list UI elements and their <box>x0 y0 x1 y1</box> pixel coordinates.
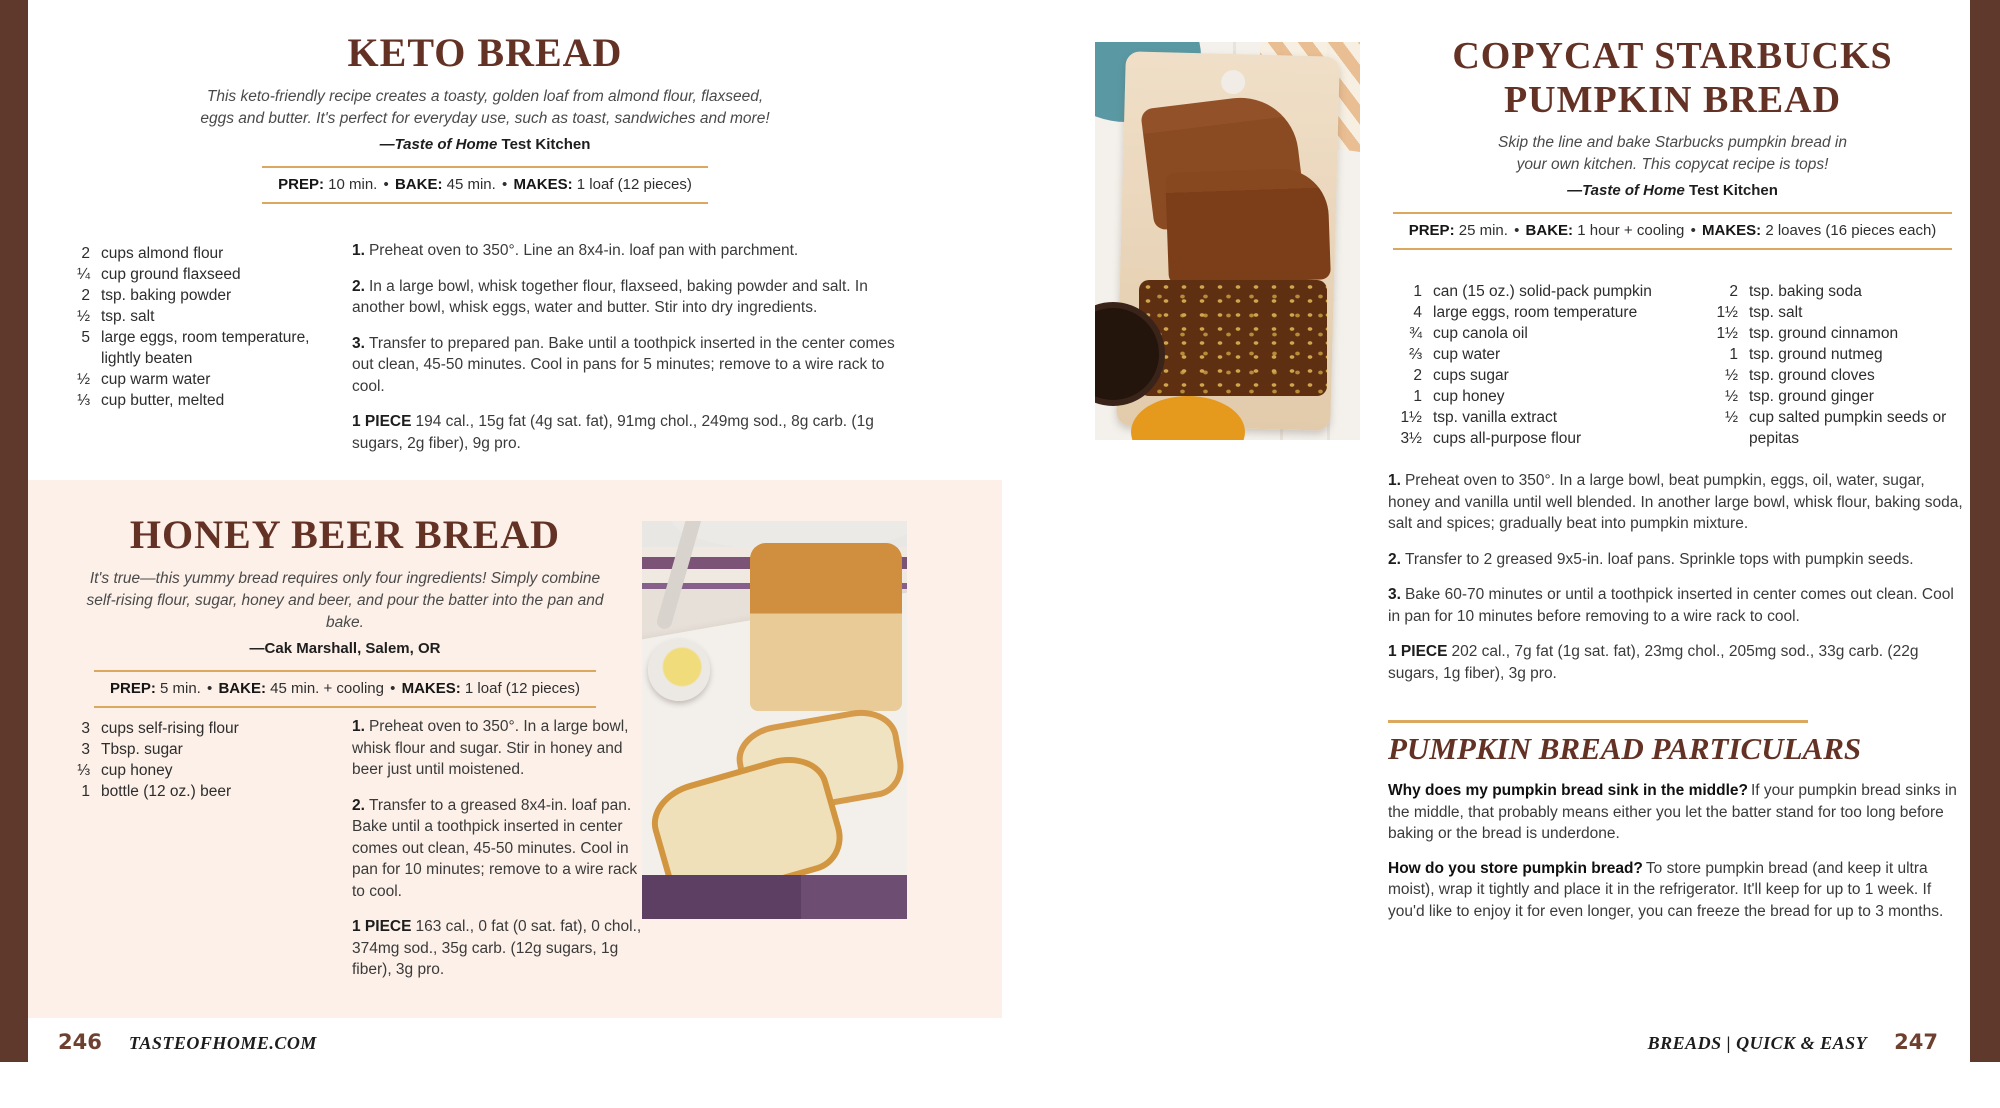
butter-bowl-shape <box>648 639 710 701</box>
makes-label: MAKES: <box>513 176 573 193</box>
nutrition-label: 1 PIECE <box>1388 643 1448 660</box>
ingredient-amount: ½ <box>1725 409 1738 426</box>
nutrition-facts <box>352 411 912 454</box>
direction-step <box>1388 470 1966 535</box>
ingredient-text: tsp. salt <box>1749 304 1803 321</box>
qa-paragraph <box>1388 858 1966 923</box>
ingredient-row <box>1390 323 1698 344</box>
ingredient-amount: 2 <box>81 245 90 262</box>
direction-step <box>352 716 644 781</box>
honey-beer-bread-ingredients <box>58 718 313 802</box>
ingredient-text: cup ground flaxseed <box>101 266 241 283</box>
ingredient-text: tsp. baking soda <box>1749 283 1862 300</box>
ingredient-row <box>58 781 313 802</box>
ingredient-amount: ⅔ <box>1409 346 1422 363</box>
ingredient-row <box>58 739 313 760</box>
ingredient-amount: 3 <box>81 720 90 737</box>
pumpkin-bread-description <box>1385 132 1960 176</box>
prep-label: PREP: <box>1408 222 1455 239</box>
ingredient-text: can (15 oz.) solid-pack pumpkin <box>1433 283 1652 300</box>
bullet-separator: • <box>390 680 396 697</box>
pumpkin-bread-meta <box>1393 212 1953 250</box>
bake-value: 45 min. <box>446 176 496 193</box>
prep-value: 5 min. <box>160 680 201 697</box>
ingredient-amount: ⅓ <box>77 392 90 409</box>
direction-step <box>1388 549 1966 571</box>
honey-beer-bread-description <box>75 568 615 634</box>
step-text: Preheat oven to 350°. In a large bowl, whisk flour and sugar. Stir in honey and beer just until moistened. <box>352 718 629 778</box>
honey-beer-bread-header <box>75 512 615 708</box>
ingredient-row <box>1706 281 1960 302</box>
ingredient-row <box>58 760 313 781</box>
board-handle-hole <box>1221 70 1246 95</box>
pumpkin-slice-shape <box>1165 167 1331 285</box>
ingredient-amount: 3 <box>81 741 90 758</box>
makes-value: 2 loaves (16 pieces each) <box>1765 222 1937 239</box>
pumpkin-bread-directions <box>1388 470 1966 684</box>
ingredient-amount: 1 <box>1413 388 1422 405</box>
nutrition-text: 163 cal., 0 fat (0 sat. fat), 0 chol., 374mg sod., 35g carb. (12g sugars, 1g fiber), 3g pro. <box>352 918 642 978</box>
keto-bread-directions <box>352 240 912 454</box>
pumpkin-bread-attribution <box>1385 182 1960 199</box>
step-number: 2. <box>352 277 365 295</box>
keto-bread-meta <box>262 166 708 204</box>
ingredient-text: cup water <box>1433 346 1501 363</box>
seeded-loaf-shape <box>1139 280 1327 396</box>
bake-label: BAKE: <box>1525 222 1574 239</box>
ingredient-row <box>1706 365 1960 386</box>
ingredient-text: tsp. ground ginger <box>1749 388 1874 405</box>
prep-label: PREP: <box>109 680 156 697</box>
pumpkin-bread-title-line1: COPYCAT STARBUCKS <box>1452 35 1893 77</box>
ingredient-amount: ½ <box>1725 367 1738 384</box>
nutrition-text: 194 cal., 15g fat (4g sat. fat), 91mg chol., 249mg sod., 8g carb. (1g sugars, 2g fiber), 9g pro. <box>352 413 874 452</box>
nutrition-facts <box>352 916 644 981</box>
page-edge-strip-left <box>0 0 28 1062</box>
ingredient-row <box>1706 323 1960 344</box>
makes-value: 1 loaf (12 pieces) <box>576 176 692 193</box>
honey-beer-bread-title: HONEY BEER BREAD <box>129 512 561 557</box>
attribution-rest: Test Kitchen <box>501 136 591 153</box>
step-number: 2. <box>352 796 365 814</box>
ingredient-text: tsp. salt <box>101 308 155 325</box>
step-text: Transfer to prepared pan. Bake until a toothpick inserted in the center comes out clean, 45-50 minutes. Cool in pans for 5 minutes; remove to a wire rack to cool. <box>352 334 895 395</box>
answer-text: To store pumpkin bread (and keep it ultra moist), wrap it tightly and place it in the refrigerator. It'll keep for up to 1 week. If you'd like to enjoy it for even longer, you can freeze the bread for up to 3 months. <box>1388 859 1944 920</box>
ingredient-amount: ½ <box>1725 388 1738 405</box>
description-line: This keto-friendly recipe creates a toasty, golden loaf from almond flour, flaxseed, <box>206 88 764 105</box>
makes-label: MAKES: <box>401 680 461 697</box>
attribution-source: —Taste of Home <box>1567 182 1685 199</box>
nutrition-label: 1 PIECE <box>352 413 412 430</box>
page-edge-strip-right <box>1970 0 2000 1062</box>
page-number: 246 <box>58 1030 102 1054</box>
attribution-rest: Test Kitchen <box>1689 182 1778 199</box>
ingredient-row <box>1390 365 1698 386</box>
step-number: 1. <box>1388 472 1401 489</box>
particulars-title: PUMPKIN BREAD PARTICULARS <box>1388 731 1862 766</box>
step-text: Bake 60-70 minutes or until a toothpick inserted in center comes out clean. Cool in pan for 10 minutes before removing to a wire rack to cool. <box>1388 586 1954 625</box>
makes-label: MAKES: <box>1702 222 1762 239</box>
direction-step <box>352 240 912 262</box>
pumpkin-bread-particulars <box>1388 720 1966 922</box>
bullet-separator: • <box>502 176 508 193</box>
direction-step <box>352 276 912 319</box>
answer-text: If your pumpkin bread sinks in the middle, that probably means either you let the batter stand for too long before baking or the bread is underdone. <box>1388 782 1957 842</box>
nutrition-facts <box>1388 641 1966 684</box>
ingredient-row <box>1706 344 1960 365</box>
bread-loaf-shape <box>750 543 902 711</box>
step-number: 1. <box>352 718 365 735</box>
ingredient-text: cup salted pumpkin seeds or pepitas <box>1749 409 1947 447</box>
ingredient-row <box>1390 281 1698 302</box>
ingredient-amount: 2 <box>1729 283 1738 300</box>
footer-left <box>58 1030 317 1054</box>
pumpkin-bread-photo <box>1095 42 1360 440</box>
ingredient-amount: ¾ <box>1409 325 1422 342</box>
ingredient-row <box>1390 302 1698 323</box>
step-text: Transfer to a greased 8x4-in. loaf pan. Bake until a toothpick inserted in center comes out clean, 45-50 minutes. Cool in pan for 10 minutes; remove to a wire rack to cool. <box>352 796 638 900</box>
keto-bread-ingredients <box>58 243 313 411</box>
ingredient-amount: 4 <box>1413 304 1422 321</box>
step-text: Preheat oven to 350°. In a large bowl, beat pumpkin, eggs, oil, water, sugar, honey and vanilla until well blended. In another large bowl, whisk flour, baking soda, salt and spices; gradually beat into pumpkin mixture. <box>1388 472 1963 532</box>
nutrition-label: 1 PIECE <box>352 918 412 935</box>
ingredient-amount: ¼ <box>77 266 90 283</box>
ingredient-amount: 1½ <box>1716 304 1738 321</box>
ingredient-amount: 3½ <box>1400 430 1422 447</box>
ingredient-text: cups self-rising flour <box>101 720 239 737</box>
prep-label: PREP: <box>278 176 324 193</box>
nutrition-text: 202 cal., 7g fat (1g sat. fat), 23mg chol., 205mg sod., 33g carb. (22g sugars, 1g fiber), 3g pro. <box>1388 643 1919 682</box>
bullet-separator: • <box>1514 222 1520 239</box>
qa-paragraph <box>1388 780 1966 845</box>
pumpkin-bread-header <box>1385 34 1960 250</box>
ingredient-text: cups almond flour <box>101 245 224 262</box>
step-number: 3. <box>1388 586 1401 603</box>
ingredient-text: cups all-purpose flour <box>1433 430 1582 447</box>
ingredient-amount: 1½ <box>1716 325 1738 342</box>
direction-step <box>352 795 644 903</box>
ingredient-text: cup butter, melted <box>101 392 225 409</box>
question-text: Why does my pumpkin bread sink in the middle? <box>1388 782 1748 799</box>
bullet-separator: • <box>383 176 389 193</box>
description-line: your own kitchen. This copycat recipe is tops! <box>1516 156 1829 173</box>
ingredient-text: large eggs, room temperature, lightly beaten <box>101 329 310 367</box>
footer-right <box>1648 1030 1938 1054</box>
bake-label: BAKE: <box>394 176 443 193</box>
bake-value: 45 min. + cooling <box>270 680 384 697</box>
ingredient-amount: 2 <box>81 287 90 304</box>
keto-bread-header <box>140 30 830 204</box>
ingredient-row <box>58 264 313 285</box>
ingredient-text: tsp. ground cinnamon <box>1749 325 1899 342</box>
step-number: 2. <box>1388 550 1401 568</box>
ingredient-amount: ½ <box>77 308 90 325</box>
pumpkin-bread-title-line2: PUMPKIN BREAD <box>1503 79 1842 121</box>
ingredient-row <box>58 369 313 390</box>
ingredient-amount: 1 <box>81 783 90 800</box>
ingredient-row <box>1706 386 1960 407</box>
honey-beer-bread-directions <box>352 716 644 981</box>
honey-beer-bread-attribution: —Cak Marshall, Salem, OR <box>249 640 441 657</box>
ingredient-row <box>1706 302 1960 323</box>
ingredient-text: bottle (12 oz.) beer <box>101 783 232 800</box>
makes-value: 1 loaf (12 pieces) <box>464 680 580 697</box>
ingredient-text: cup warm water <box>101 371 211 388</box>
pumpkin-ingredients-column1 <box>1390 281 1698 449</box>
question-text: How do you store pumpkin bread? <box>1388 859 1643 877</box>
keto-bread-description <box>140 86 830 130</box>
step-number: 1. <box>352 242 365 259</box>
ingredient-amount: 1 <box>1729 346 1738 363</box>
pumpkin-ingredients-column2 <box>1706 281 1960 449</box>
attribution-source: —Taste of Home <box>379 136 498 153</box>
honey-beer-bread-meta <box>94 670 596 708</box>
ingredient-amount: 5 <box>81 329 90 346</box>
ingredient-row <box>1390 386 1698 407</box>
description-line: It's true—this yummy bread requires only four ingredients! Simply combine <box>89 570 601 587</box>
honey-beer-bread-photo <box>642 521 907 919</box>
keto-bread-attribution <box>140 136 830 153</box>
ingredient-row <box>58 390 313 411</box>
site-name: TASTEOFHOME.COM <box>128 1033 317 1053</box>
step-number: 3. <box>352 334 365 352</box>
ingredient-amount: 2 <box>1413 367 1422 384</box>
ingredient-row <box>1390 344 1698 365</box>
bake-label: BAKE: <box>218 680 266 697</box>
ingredient-row <box>58 243 313 264</box>
ingredient-text: tsp. ground cloves <box>1749 367 1875 384</box>
ingredient-text: cup honey <box>1433 388 1505 405</box>
page-number: 247 <box>1894 1030 1938 1054</box>
description-line: Skip the line and bake Starbucks pumpkin bread in <box>1498 134 1847 151</box>
purple-cloth-shape <box>642 875 907 919</box>
ingredient-text: cup honey <box>101 762 173 779</box>
step-text: Preheat oven to 350°. Line an 8x4-in. loaf pan with parchment. <box>368 242 799 259</box>
bake-value: 1 hour + cooling <box>1577 222 1685 239</box>
description-line: self-rising flour, sugar, honey and beer, and pour the batter into the pan and bake. <box>86 592 604 631</box>
ingredient-row <box>58 327 313 369</box>
ingredient-text: tsp. vanilla extract <box>1433 409 1558 426</box>
ingredient-amount: 1 <box>1413 283 1422 300</box>
ingredient-row <box>1706 407 1960 449</box>
ingredient-amount: ½ <box>77 371 90 388</box>
prep-value: 25 min. <box>1458 222 1508 239</box>
ingredient-row <box>1390 407 1698 428</box>
ingredient-text: tsp. baking powder <box>101 287 232 304</box>
ingredient-text: cups sugar <box>1433 367 1509 384</box>
ingredient-row <box>58 718 313 739</box>
gold-rule <box>1388 720 1808 723</box>
ingredient-amount: ⅓ <box>77 762 90 779</box>
bullet-separator: • <box>207 680 213 697</box>
ingredient-text: cup canola oil <box>1433 325 1528 342</box>
ingredient-text: tsp. ground nutmeg <box>1749 346 1883 363</box>
ingredient-text: large eggs, room temperature <box>1433 304 1638 321</box>
ingredient-text: Tbsp. sugar <box>101 741 183 758</box>
section-name: BREADS | QUICK & EASY <box>1647 1033 1868 1053</box>
step-text: Transfer to 2 greased 9x5-in. loaf pans. Sprinkle tops with pumpkin seeds. <box>1404 550 1914 568</box>
keto-bread-title: KETO BREAD <box>347 30 623 75</box>
ingredient-row <box>58 306 313 327</box>
prep-value: 10 min. <box>328 176 378 193</box>
bullet-separator: • <box>1690 222 1696 239</box>
direction-step <box>352 333 912 398</box>
direction-step <box>1388 584 1966 627</box>
ingredient-row <box>1390 428 1698 449</box>
ingredient-row <box>58 285 313 306</box>
description-line: eggs and butter. It's perfect for everyday use, such as toast, sandwiches and more! <box>200 110 770 127</box>
ingredient-amount: 1½ <box>1400 409 1422 426</box>
step-text: In a large bowl, whisk together flour, flaxseed, baking powder and salt. In another bowl, whisk eggs, water and butter. Stir into dry ingredients. <box>352 277 868 316</box>
